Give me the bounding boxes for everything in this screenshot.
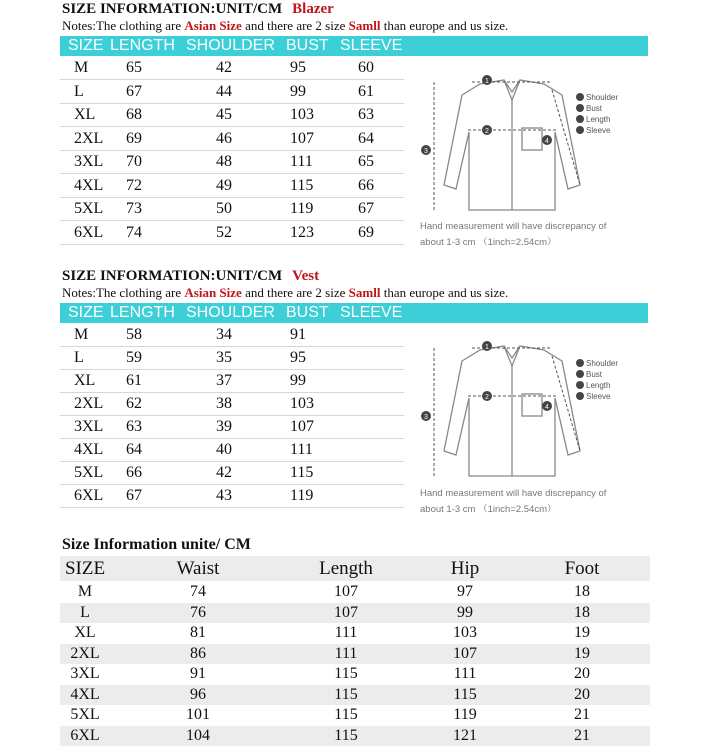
table-cell: 48 [216, 153, 232, 170]
table-cell: 67 [358, 200, 374, 217]
table-cell: 63 [126, 418, 142, 435]
table-cell: L [80, 603, 90, 621]
table-cell: 46 [216, 129, 232, 147]
blazer-header-bar [60, 36, 648, 56]
header-cell: SIZE [64, 558, 106, 579]
table-row [60, 103, 404, 127]
pants-section-title: Size Information unite/ CM [62, 536, 251, 553]
table-cell: 95 [290, 349, 306, 366]
table-cell: 107 [334, 603, 358, 621]
table-cell: 65 [126, 59, 142, 76]
header-cell: SLEEVE [340, 37, 403, 54]
table-row [60, 415, 404, 439]
note-text: Notes:The clothing are [62, 18, 185, 33]
table-cell: 38 [216, 395, 232, 412]
table-row [60, 80, 404, 104]
table-row [60, 346, 404, 370]
note-highlight: Asian Size [184, 18, 242, 33]
vest-header-bar [60, 303, 648, 323]
table-cell: 45 [216, 106, 232, 123]
table-cell: XL [74, 372, 96, 389]
table-cell: 115 [334, 726, 358, 744]
table-cell: 58 [126, 326, 142, 343]
blazer-section-title [62, 1, 334, 17]
marker-3-label: 3 [424, 148, 428, 155]
table-row [60, 150, 404, 174]
table-cell: 67 [126, 82, 142, 100]
table-cell: 115 [334, 665, 358, 682]
table-cell: L [74, 82, 84, 100]
header-cell: Waist [176, 558, 220, 579]
table-cell: 107 [290, 418, 314, 435]
table-cell: 40 [216, 441, 232, 458]
table-row [60, 705, 650, 725]
table-cell: 63 [358, 106, 374, 123]
shirt-pocket [522, 394, 542, 416]
table-row [60, 726, 650, 746]
table-cell: 64 [358, 129, 374, 147]
vest-tag: Vest [292, 268, 320, 284]
table-cell: 103 [453, 624, 477, 641]
table-cell: 107 [334, 583, 358, 600]
table-cell: 99 [290, 82, 306, 100]
table-cell: 50 [216, 200, 232, 217]
table-cell: M [74, 326, 89, 343]
table-cell: 81 [190, 624, 206, 641]
table-cell: 5XL [70, 706, 100, 723]
marker-3-label: 3 [424, 414, 428, 421]
note-highlight: Samll [348, 18, 381, 33]
legend-dot-icon [576, 115, 584, 123]
table-cell: 111 [334, 624, 358, 641]
table-cell: 97 [457, 583, 473, 600]
table-cell: 115 [334, 706, 358, 723]
table-cell: 115 [453, 685, 477, 703]
table-cell: 111 [290, 441, 313, 458]
header-cell: SLEEVE [340, 304, 403, 321]
table-cell: 60 [358, 59, 374, 76]
table-cell: 107 [290, 129, 314, 147]
legend-length: Length [586, 381, 611, 390]
table-cell: 37 [216, 372, 232, 389]
table-cell: 66 [358, 176, 374, 194]
table-row [60, 369, 404, 393]
legend-dot-icon [576, 93, 584, 101]
table-row [60, 623, 650, 643]
header-cell: SHOULDER [186, 304, 275, 321]
vest-shirt-diagram [412, 336, 642, 486]
table-cell: 6XL [74, 223, 104, 241]
note-text: Notes:The clothing are [62, 285, 185, 300]
table-cell: 69 [126, 129, 142, 147]
table-cell: XL [74, 106, 96, 123]
table-cell: 21 [574, 706, 590, 723]
table-cell: 70 [126, 153, 142, 170]
note-text: than europe and us size. [380, 18, 509, 33]
legend-bust: Bust [586, 370, 603, 379]
table-cell: 67 [126, 487, 142, 504]
table-cell: M [77, 583, 93, 600]
table-cell: 121 [453, 726, 477, 744]
table-row [60, 127, 404, 151]
table-cell: L [74, 349, 84, 366]
table-cell: 74 [190, 583, 206, 600]
table-cell: 44 [216, 82, 232, 100]
table-cell: 119 [290, 200, 314, 217]
table-cell: 52 [216, 223, 232, 241]
table-cell: 4XL [74, 176, 104, 194]
legend-dot-icon [576, 359, 584, 367]
table-row [60, 685, 650, 705]
blazer-tag: Blazer [292, 1, 334, 17]
table-cell: 72 [126, 176, 142, 194]
table-cell: 115 [290, 176, 314, 194]
blazer-hand-note-2: about 1-3 cm （1inch=2.54cm） [420, 237, 557, 248]
table-cell: 42 [216, 464, 232, 481]
legend-dot-icon [576, 370, 584, 378]
vest-note [62, 286, 508, 300]
legend-length: Length [586, 115, 611, 124]
table-cell: 2XL [70, 644, 100, 662]
table-cell: 76 [190, 603, 206, 621]
table-cell: 2XL [74, 129, 104, 147]
header-cell: LENGTH [110, 37, 175, 54]
legend-dot-icon [576, 381, 584, 389]
blazer-hand-note-1: Hand measurement will have discrepancy of [420, 221, 607, 232]
table-row [60, 484, 404, 508]
table-cell: 99 [457, 603, 473, 621]
table-row [60, 323, 404, 347]
pants-header-row [60, 556, 650, 581]
note-text: and there are 2 size [241, 18, 349, 33]
legend-sleeve: Sleeve [586, 392, 611, 401]
marker-4-label: 4 [545, 404, 549, 411]
header-cell: BUST [286, 37, 329, 54]
table-cell: 107 [453, 644, 477, 662]
table-cell: 39 [216, 418, 232, 435]
table-row [60, 392, 404, 416]
table-cell: 123 [290, 223, 314, 241]
header-cell: SIZE [68, 37, 104, 54]
legend-dot-icon [576, 392, 584, 400]
table-cell: 4XL [74, 441, 104, 458]
table-row [60, 664, 650, 684]
table-cell: 68 [126, 106, 142, 123]
header-cell: Hip [450, 558, 480, 579]
note-text: and there are 2 size [241, 285, 349, 300]
table-cell: 91 [290, 326, 306, 343]
table-cell: 61 [358, 82, 374, 100]
table-row [60, 582, 650, 602]
header-cell: LENGTH [110, 304, 175, 321]
table-cell: 66 [126, 464, 142, 481]
header-cell: SIZE [68, 304, 104, 321]
table-cell: 111 [290, 153, 313, 170]
table-cell: 99 [290, 372, 306, 389]
table-cell: 43 [216, 487, 232, 504]
table-cell: 62 [126, 395, 142, 412]
table-cell: M [74, 59, 89, 76]
table-cell: 21 [574, 726, 590, 744]
table-cell: 18 [574, 583, 590, 600]
table-cell: 6XL [74, 487, 104, 504]
table-cell: 86 [190, 644, 206, 662]
marker-2-label: 2 [485, 394, 489, 401]
table-cell: 73 [126, 200, 142, 217]
note-highlight: Samll [348, 285, 381, 300]
note-text: than europe and us size. [380, 285, 509, 300]
marker-1-label: 1 [485, 344, 489, 351]
table-cell: 96 [190, 685, 206, 703]
legend-dot-icon [576, 104, 584, 112]
table-cell: 49 [216, 176, 232, 194]
legend-shoulder: Shoulder [586, 359, 619, 368]
table-cell: 104 [186, 726, 210, 744]
blazer-shirt-diagram [412, 70, 642, 220]
table-cell: 115 [290, 464, 314, 481]
legend-shoulder: Shoulder [586, 93, 619, 102]
table-cell: 6XL [70, 726, 100, 744]
table-row [60, 174, 404, 198]
table-cell: 64 [126, 441, 142, 458]
marker-4-label: 4 [545, 138, 549, 145]
table-row [60, 197, 404, 221]
table-cell: 5XL [74, 200, 104, 217]
marker-2-label: 2 [485, 128, 489, 135]
table-cell: 69 [358, 223, 374, 241]
table-cell: 65 [358, 153, 374, 170]
table-cell: 103 [290, 106, 314, 123]
table-cell: 5XL [74, 464, 104, 481]
blazer-note [62, 19, 508, 33]
header-cell: SHOULDER [186, 37, 275, 54]
table-cell: 3XL [70, 665, 100, 682]
table-row [60, 438, 404, 462]
header-cell: BUST [286, 304, 329, 321]
vest-hand-note-2: about 1-3 cm （1inch=2.54cm） [420, 504, 557, 515]
table-row [60, 461, 404, 485]
table-row [60, 603, 650, 623]
table-cell: 18 [574, 603, 590, 621]
table-cell: 115 [334, 685, 358, 703]
table-cell: 95 [290, 59, 306, 76]
table-row [60, 644, 650, 664]
table-cell: 42 [216, 59, 232, 76]
table-cell: 4XL [70, 685, 100, 703]
table-cell: 111 [334, 644, 358, 662]
table-cell: 3XL [74, 418, 104, 435]
legend-sleeve: Sleeve [586, 126, 611, 135]
table-cell: XL [74, 624, 96, 641]
table-cell: 35 [216, 349, 232, 366]
table-cell: 20 [574, 685, 590, 703]
table-cell: 119 [290, 487, 314, 504]
table-cell: 119 [453, 706, 477, 723]
vest-section-title [62, 268, 319, 284]
shirt-pocket [522, 128, 542, 150]
legend-dot-icon [576, 126, 584, 134]
table-cell: 19 [574, 644, 590, 662]
table-cell: 3XL [74, 153, 104, 170]
table-row [60, 221, 404, 245]
legend-bust: Bust [586, 104, 603, 113]
note-highlight: Asian Size [184, 285, 242, 300]
marker-1-label: 1 [485, 78, 489, 85]
table-cell: 2XL [74, 395, 104, 412]
table-cell: 59 [126, 349, 142, 366]
table-cell: 91 [190, 665, 206, 682]
table-row [60, 56, 404, 80]
header-cell: Length [319, 558, 373, 579]
table-cell: 34 [216, 326, 232, 343]
table-cell: 61 [126, 372, 142, 389]
vest-title: SIZE INFORMATION:UNIT/CM [62, 268, 283, 284]
blazer-title: SIZE INFORMATION:UNIT/CM [62, 1, 283, 17]
table-cell: 103 [290, 395, 314, 412]
table-cell: 111 [453, 665, 477, 682]
table-cell: 101 [186, 706, 210, 723]
header-cell: Foot [564, 558, 600, 579]
table-cell: 74 [126, 223, 142, 241]
vest-hand-note-1: Hand measurement will have discrepancy of [420, 488, 607, 499]
table-cell: 20 [574, 665, 590, 682]
table-cell: 19 [574, 624, 590, 641]
